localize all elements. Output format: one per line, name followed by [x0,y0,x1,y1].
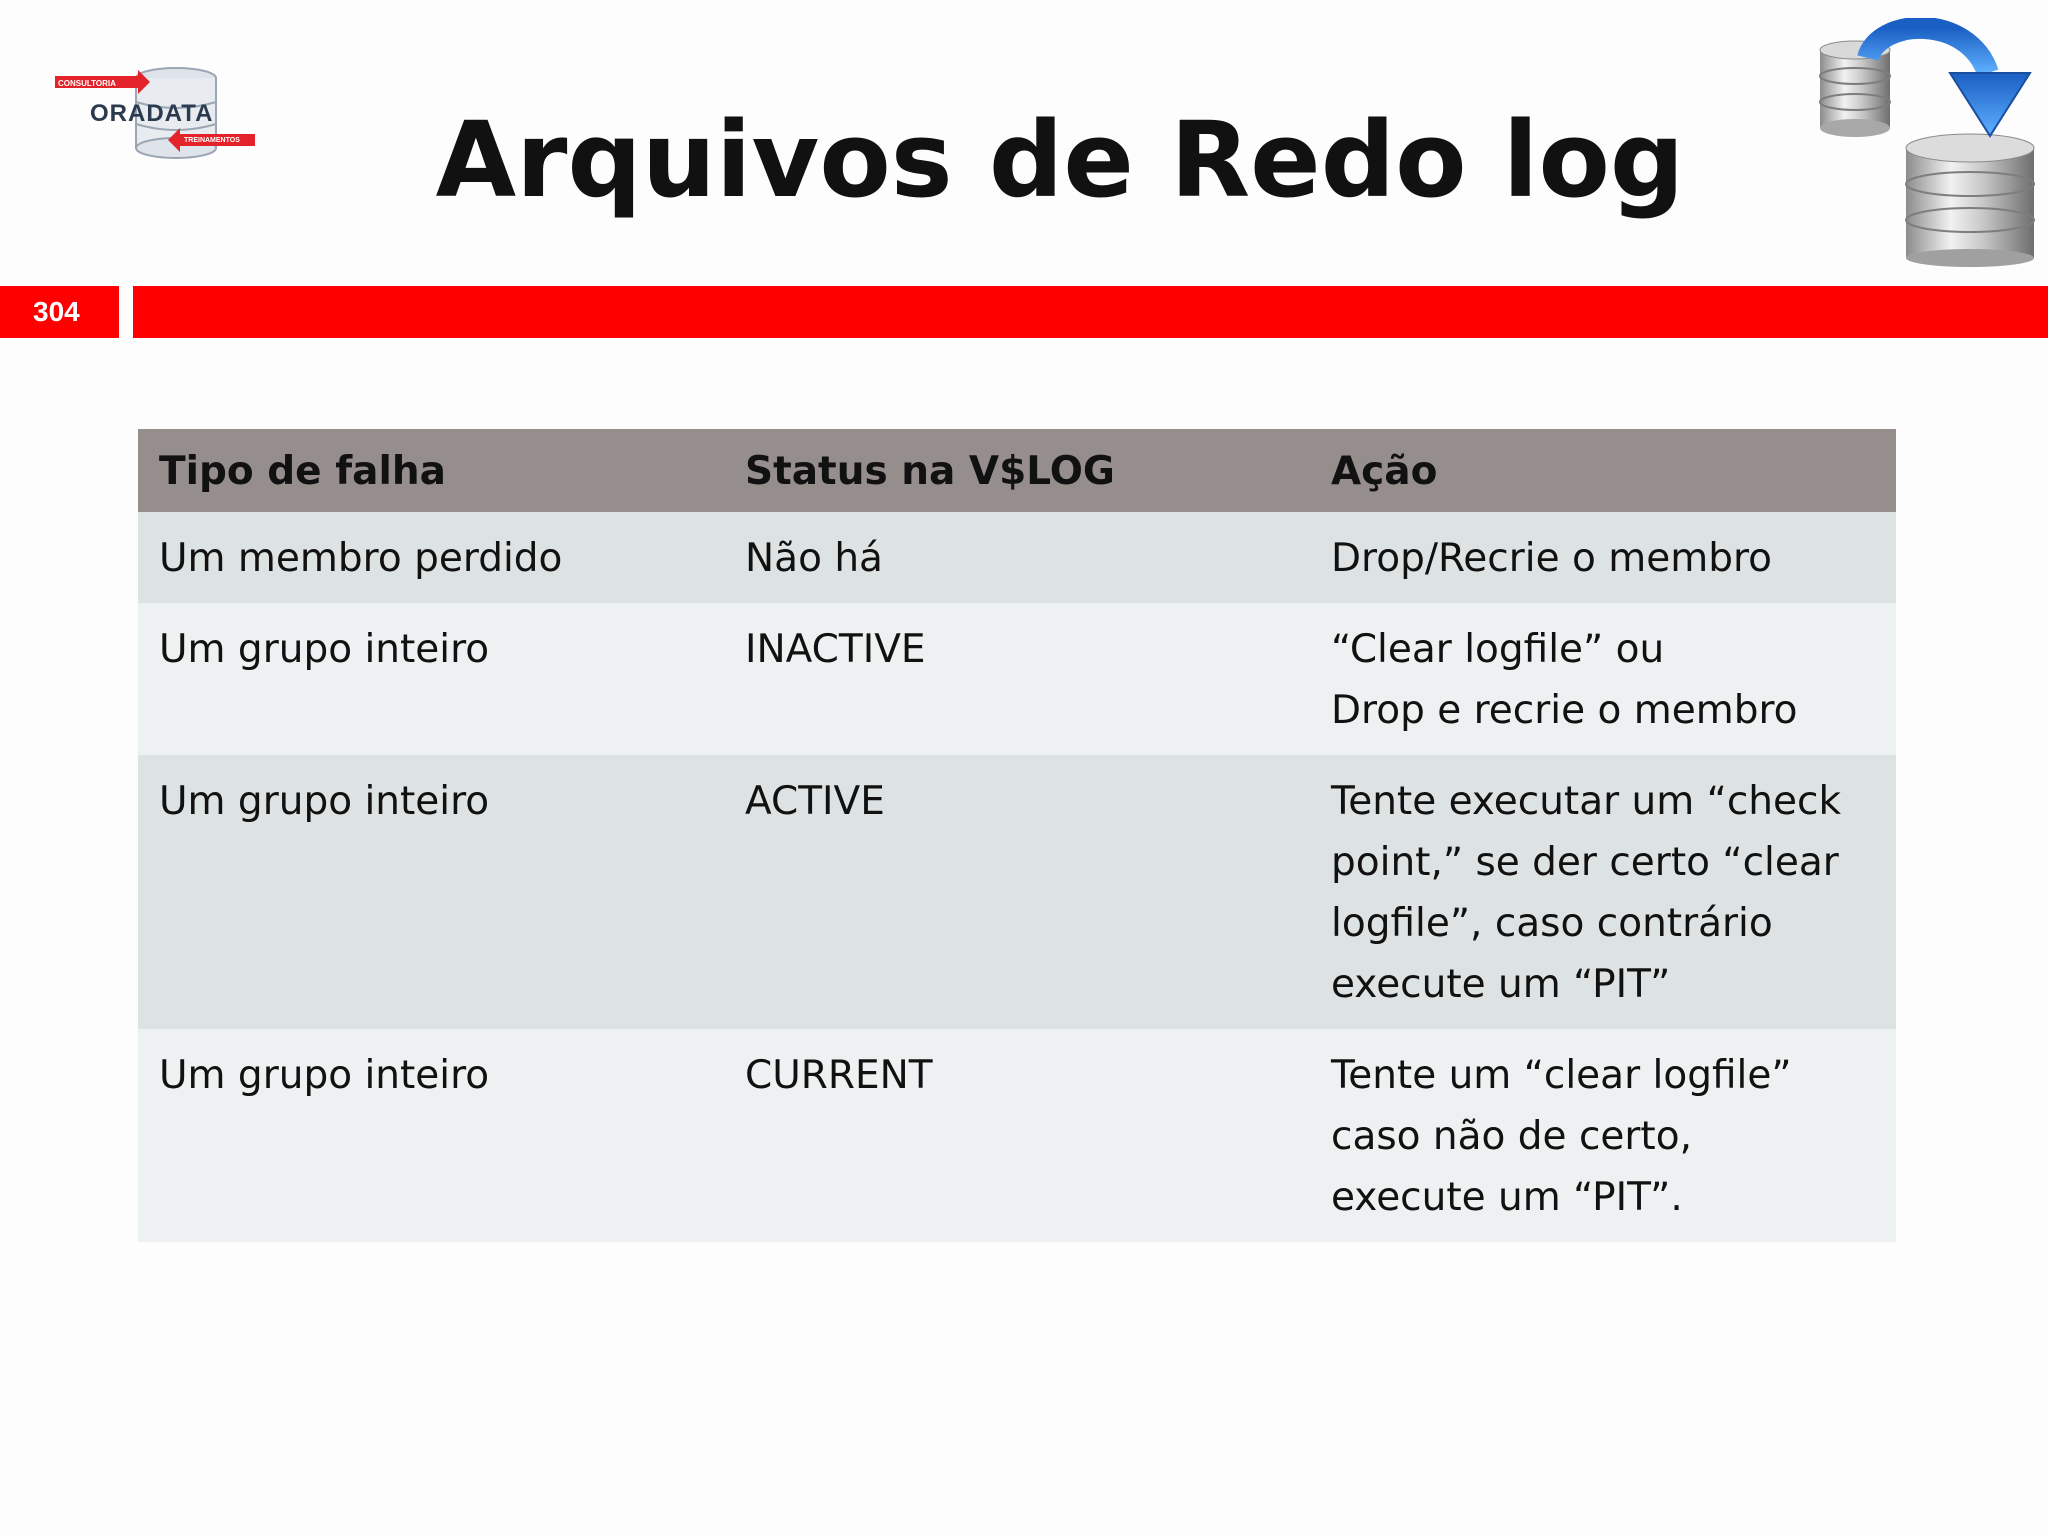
cell-acao [1310,1029,1896,1242]
cell-acao-line: Tente um “clear logfile” [1331,1053,1792,1098]
redo-log-failure-table [138,429,1896,1242]
header-divider-bar [133,286,2048,338]
cell-acao [1310,603,1896,755]
cell-acao-line: “Clear logfile” ou [1331,627,1665,672]
cell-acao-line: execute um “PIT”. [1331,1175,1683,1220]
cell-status: Não há [724,512,1310,603]
table-row [138,755,1896,1029]
cell-tipo: Um grupo inteiro [138,603,724,755]
cell-tipo: Um grupo inteiro [138,1029,724,1242]
cell-acao-line: Tente executar um “check [1331,779,1842,824]
cell-tipo: Um membro perdido [138,512,724,603]
cell-status: CURRENT [724,1029,1310,1242]
page-number: 304 [0,286,119,338]
header-acao: Ação [1310,429,1896,512]
slide-title: Arquivos de Redo log [435,99,1685,221]
table-row [138,512,1896,603]
cell-acao-line: execute um “PIT” [1331,962,1671,1007]
logo-wordmark: ORADATA [90,100,214,127]
table-row [138,1029,1896,1242]
cell-acao-line: logfile”, caso contrário [1331,901,1773,946]
database-transfer-icon [1818,18,2038,268]
cell-acao-line: Drop/Recrie o membro [1331,536,1773,581]
logo-tag-consultoria: CONSULTORIA [58,79,116,88]
cell-acao [1310,512,1896,603]
cell-acao-line: Drop e recrie o membro [1331,688,1798,733]
oradata-logo [50,62,270,172]
header-status-vlog: Status na V$LOG [724,429,1310,512]
cell-status: INACTIVE [724,603,1310,755]
header-tipo-de-falha: Tipo de falha [138,429,724,512]
logo-tag-treinamentos: TREINAMENTOS [184,137,240,144]
table-header-row [138,429,1896,512]
table-row [138,603,1896,755]
cell-acao-line: point,” se der certo “clear [1331,840,1839,885]
cell-acao [1310,755,1896,1029]
cell-status: ACTIVE [724,755,1310,1029]
cell-acao-line: caso não de certo, [1331,1114,1692,1159]
cell-tipo: Um grupo inteiro [138,755,724,1029]
